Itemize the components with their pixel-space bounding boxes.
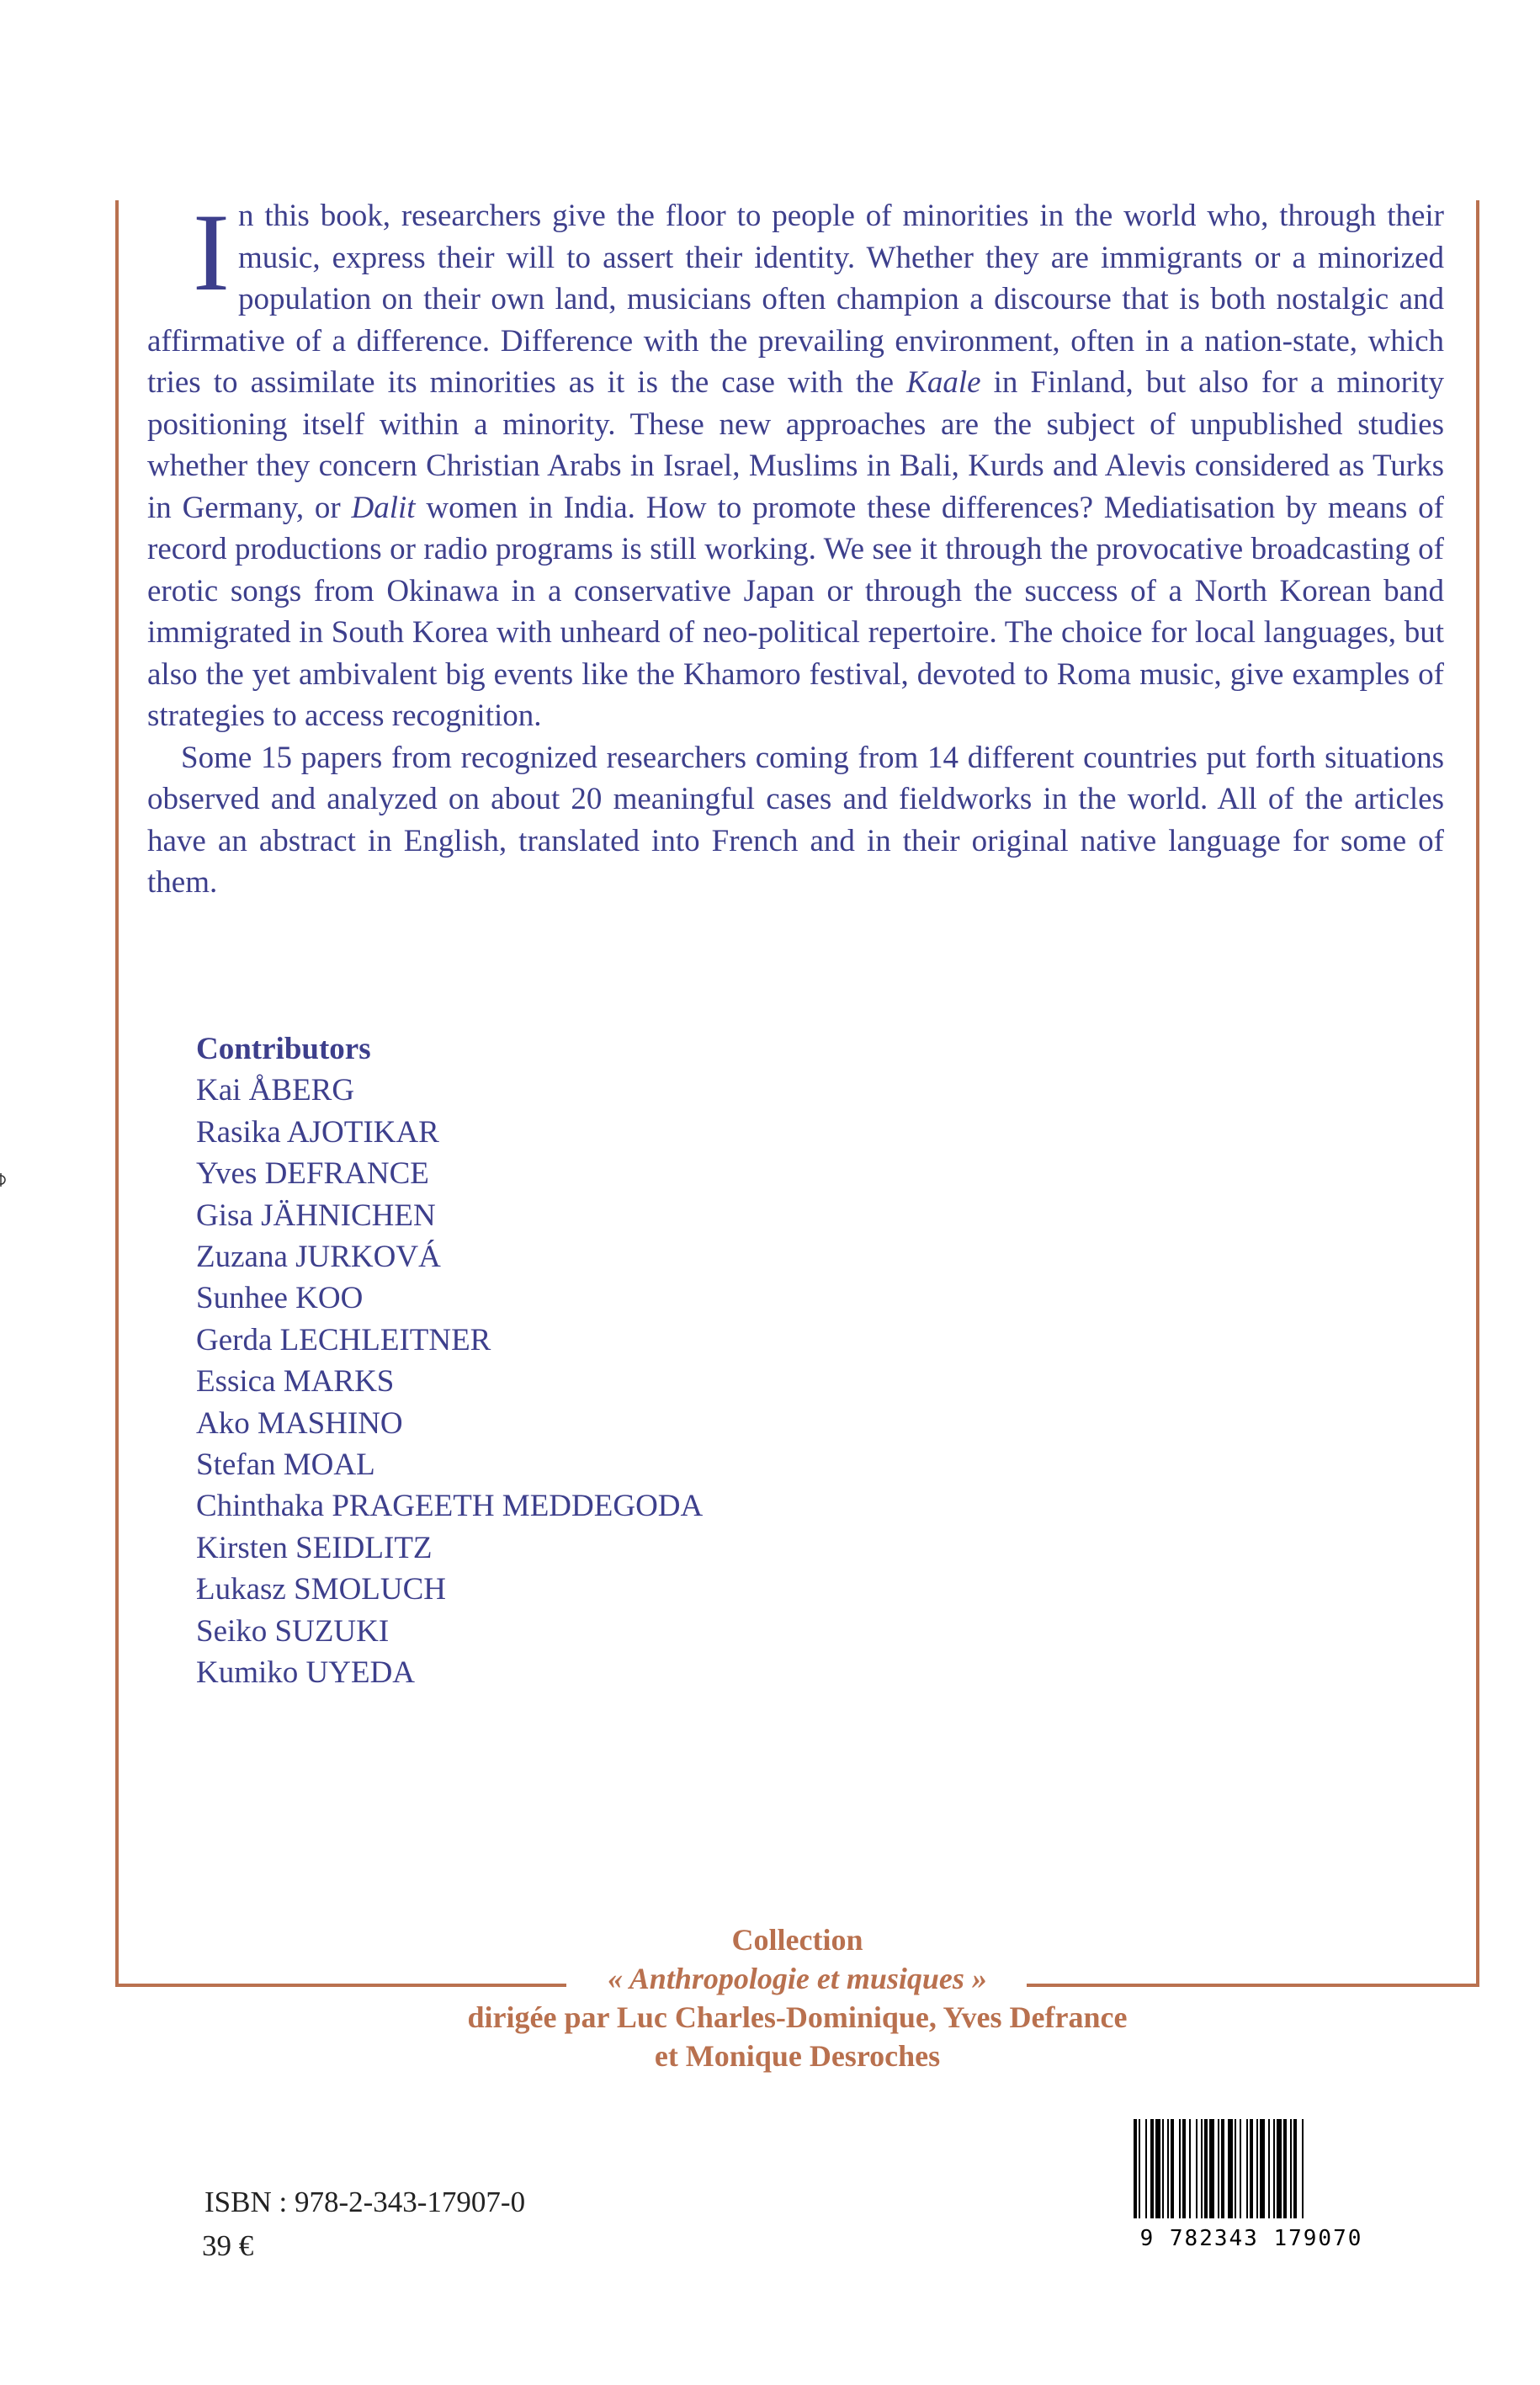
contributor-name: Łukasz SMOLUCH: [196, 1572, 447, 1607]
collection-directors: dirigée par Luc Charles-Dominique, Yves Defrance: [467, 2000, 1128, 2034]
contributor-name: Chinthaka PRAGEETH MEDDEGODA: [196, 1489, 704, 1524]
contributor-name: Gisa JÄHNICHEN: [196, 1198, 436, 1233]
price-text: 39 €: [202, 2229, 254, 2262]
contributors-heading: Contributors: [196, 1032, 371, 1066]
collection-directors-2: et Monique Desroches: [654, 2039, 941, 2073]
contributor-name: Yves DEFRANCE: [196, 1156, 429, 1192]
contributor-name: Sunhee KOO: [196, 1281, 364, 1316]
isbn-text: ISBN : 978-2-343-17907-0: [204, 2186, 526, 2218]
contributor-name: Essica MARKS: [196, 1364, 395, 1400]
frame-right-rule: [1476, 200, 1479, 1987]
contributor-name: Kai ÅBERG: [196, 1073, 355, 1108]
blurb-paragraph-2: Some 15 papers from recognized researchers coming from 14 different countries put forth situations observed and analyzed on about 20 meaningful cases and fieldworks in the world. All of the articles have an abstract in English, translated into French and in their original native language for some of them.: [147, 740, 1444, 900]
contributor-name: Rasika AJOTIKAR: [196, 1114, 439, 1150]
barcode-digits: 9 782343 179070: [1139, 2226, 1363, 2251]
registration-mark-icon: [0, 1171, 7, 1188]
collection-block: [0, 1920, 1540, 2075]
contributor-name: Zuzana JURKOVÁ: [196, 1240, 441, 1275]
collection-label: Collection: [731, 1923, 863, 1957]
collection-series-title: « Anthropologie et musiques »: [608, 1962, 987, 1995]
drop-cap: I: [193, 190, 230, 314]
back-cover-blurb: [147, 190, 1444, 904]
contributor-name: Gerda LECHLEITNER: [196, 1322, 491, 1357]
contributor-name: Seiko SUZUKI: [196, 1613, 390, 1649]
contributor-name: Kumiko UYEDA: [196, 1655, 416, 1691]
barcode-icon: [1125, 2116, 1378, 2252]
contributor-name: Stefan MOAL: [196, 1447, 375, 1483]
frame-left-rule: [115, 200, 119, 1987]
contributor-name: Ako MASHINO: [196, 1405, 403, 1441]
blurb-paragraph-1: In this book, researchers give the floor to people of minorities in the world who, through their music, express their will to assert their identity. Whether they are immigrants or a minorized population on their own land, musicians often champion a discourse that is both nostalgic and affirmative of a difference. Difference with the prevailing environment, often in a nation-state, which tries to assimilate its minorities as it is the case with the Kaale in Finland, but also for a minority positioning itself within a minority. These new approaches are the subject of unpublished studies whether they concern Christian Arabs in Israel, Muslims in Bali, Kurds and Alevis considered as Turks in Germany, or Dalit women in India. How to promote these differences? Mediatisation by means of record productions or radio programs is still working. We see it through the provocative broadcasting of erotic songs from Okinawa in a conservative Japan or through the success of a North Korean band immigrated in South Korea with unheard of neo-political repertoire. The choice for local languages, but also the yet ambivalent big events like the Khamoro festival, devoted to Roma music, give examples of strategies to access recognition.: [147, 190, 1444, 733]
contributor-name: Kirsten SEIDLITZ: [196, 1530, 433, 1565]
contributors-list: [196, 1028, 703, 1694]
